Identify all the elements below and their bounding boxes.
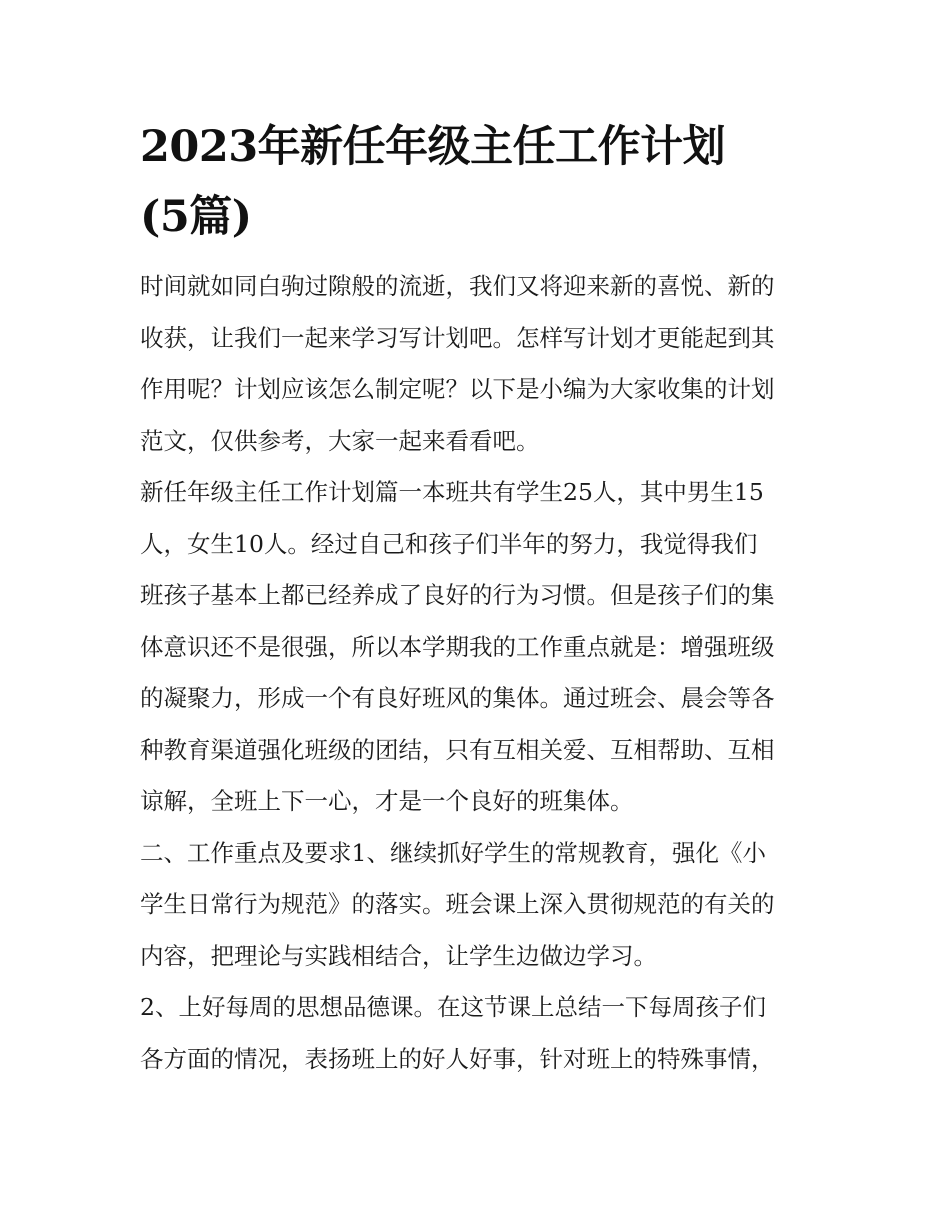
text-line: 谅解，全班上下一心，才是一个良好的班集体。 bbox=[140, 787, 634, 815]
text-line: 作用呢？计划应该怎么制定呢？以下是小编为大家收集的计划 bbox=[140, 375, 775, 403]
text-line: 时间就如同白驹过隙般的流逝，我们又将迎来新的喜悦、新的 bbox=[140, 272, 775, 300]
paragraph-intro bbox=[140, 261, 815, 467]
text-line: 范文，仅供参考，大家一起来看看吧。 bbox=[140, 426, 540, 455]
paragraph-moral-class bbox=[140, 982, 815, 1085]
text-line: 二、工作重点及要求1、继续抓好学生的常规教育，强化《小 bbox=[140, 838, 766, 867]
text-line: 新任年级主任工作计划篇一本班共有学生25人，其中男生15 bbox=[140, 478, 764, 506]
title-line-1: 2023年新任年级主任工作计划 bbox=[140, 122, 726, 172]
text-line: 人，女生10人。经过自己和孩子们半年的努力，我觉得我们 bbox=[140, 529, 758, 558]
text-line: 2、上好每周的思想品德课。在这节课上总结一下每周孩子们 bbox=[140, 993, 766, 1021]
text-line: 种教育渠道强化班级的团结，只有互相关爱、互相帮助、互相 bbox=[140, 735, 775, 764]
text-line: 收获，让我们一起来学习写计划吧。怎样写计划才更能起到其 bbox=[140, 323, 775, 352]
text-line: 的凝聚力，形成一个有良好班风的集体。通过班会、晨会等各 bbox=[140, 684, 775, 712]
document-title bbox=[140, 112, 815, 252]
text-line: 班孩子基本上都已经养成了良好的行为习惯。但是孩子们的集 bbox=[140, 581, 775, 609]
document-body bbox=[140, 261, 815, 1085]
text-line: 学生日常行为规范》的落实。班会课上深入贯彻规范的有关的 bbox=[140, 890, 775, 918]
text-line: 内容，把理论与实践相结合，让学生边做边学习。 bbox=[140, 941, 657, 970]
title-line-2: (5篇) bbox=[140, 192, 252, 242]
paragraph-work-focus bbox=[140, 828, 815, 983]
text-line: 体意识还不是很强，所以本学期我的工作重点就是：增强班级 bbox=[140, 632, 775, 661]
text-line: 各方面的情况，表扬班上的好人好事，针对班上的特殊事情， bbox=[140, 1044, 775, 1073]
paragraph-plan-one bbox=[140, 467, 815, 828]
document-page bbox=[140, 112, 815, 1085]
